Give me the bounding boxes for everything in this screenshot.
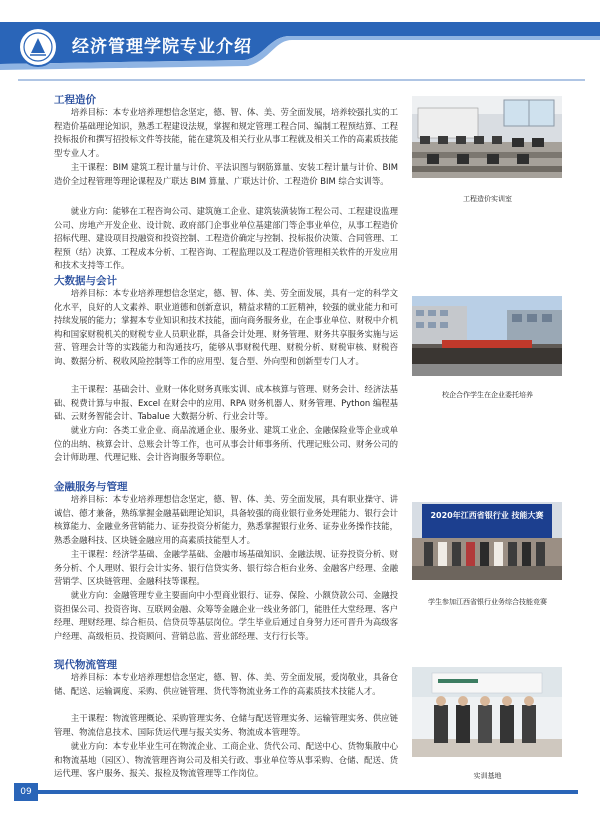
caption-accounting: 校企合作学生在企业委托培养 — [442, 391, 533, 399]
photo-cost-training-room — [412, 96, 562, 178]
page-number: 09 — [14, 783, 38, 801]
photo-finance-competition — [412, 502, 562, 580]
section-title-finance: 金融服务与管理 — [54, 481, 128, 493]
cost-goal: 培养目标：本专业培养理想信念坚定，德、智、体、美、劳全面发展，培养较强扎实的工程造价基础理论知识，熟悉工程建设法规，掌握和规定管理工程合同、编制工程预结算、工程投标报价和撰写招投标文件等技能，能在建筑及相关行业从事工程就及相关工作的高素质技能型专业人才。 — [54, 107, 398, 158]
accounting-goal: 培养目标：本专业培养理想信念坚定，德、智、体、美、劳全面发展，具有一定的科学文化水平，良好的人文素养、职业道德和创新意识，精益求精的工匠精神，较强的就业能力和可持续发展的能力；掌握本专业知识和技术技能，面向商务服务业，在企事业单位、财税中介机构和国家财税机关的财税专业人员职业群，具备会计处理、财务管理、财务共享服务实施与运营、管理会计等的实践能力和沟通技巧，能够从事财税代理、财税分析、财税审核、财税咨询、数据分析、税收风险控制等工作的应用型、复合型、外向型和创新型专门人才。 — [54, 288, 398, 366]
finance-photo-banner-text: 2020年江西省银行业 技能大赛 — [430, 511, 544, 520]
section-title-cost: 工程造价 — [54, 94, 96, 106]
cost-courses: 主干课程：BIM 建筑工程计量与计价、平法识图与钢筋算量、安装工程计量与计价、BIM 造价全过程管理等理论课程及广联达 BIM 算量、广联达计价、工程造价 BIM 综合实训等。 — [54, 162, 398, 186]
photo-logistics-training-base — [412, 667, 562, 757]
caption-cost: 工程造价实训室 — [463, 195, 512, 203]
section-title-logistics: 现代物流管理 — [54, 659, 117, 671]
page-title: 经济管理学院专业介绍 — [72, 37, 252, 57]
finance-courses: 主干课程：经济学基础、金融学基础、金融市场基础知识、金融法规、证券投资分析、财务分析、个人理财、银行会计实务、银行信贷实务、银行综合柜台业务、金融客户经理、金融营销学、区块链管理、金融科技等课程。 — [54, 549, 398, 587]
section-title-accounting: 大数据与会计 — [54, 275, 117, 287]
page-header — [0, 0, 600, 90]
finance-career: 就业方向：金融管理专业主要面向中小型商业银行、证券、保险、小额贷款公司、金融投资担保公司、投资咨询、互联网金融、众筹等金融企业一线业务部门，能胜任大堂经理、客户经理、理财经理、综合柜员、信贷员等基层岗位。学生毕业后通过自身努力还可晋升为高级客户经理、高级柜员、投资顾问、营销总监、营业部经理、支行行长等。 — [54, 590, 398, 641]
logistics-goal: 培养目标：本专业培养理想信念坚定，德、智、体、美、劳全面发展，爱岗敬业，具备仓储、配送、运输调度、采购、供应链管理、货代等物流业务工作的高素质技术技能人才。 — [54, 672, 398, 696]
cost-career: 就业方向：能够在工程咨询公司、建筑施工企业、建筑装潢装饰工程公司、工程建设监理公司、房地产开发企业、设计院、政府部门企事业单位基建部门等企事业单位，从事工程造价招标代理、建设项目投融资和投资控制、工程造价确定与控制、投标报价决策、合同管理、工程预（结）决算、工程成本分析、工程咨询、工程监理以及工程造价管理相关软件的开发应用和技术支持等工作。 — [54, 206, 398, 271]
logistics-courses: 主干课程：物流管理概论、采购管理实务、仓储与配送管理实务、运输管理实务、供应链管理、物流信息技术、国际货运代理与报关实务、物流成本管理等。 — [54, 713, 398, 737]
logistics-career: 就业方向：本专业毕业生可在物流企业、工商企业、货代公司、配送中心、货物集散中心和物流基地（园区）、物流管理咨询公司及相关行政、事业单位等从事采购、仓储、配送、货运代理、客户服务、报关、报检及物流管理等工作岗位。 — [54, 741, 398, 779]
finance-goal: 培养目标：本专业培养理想信念坚定，德、智、体、美、劳全面发展，具有职业操守、讲诚信、德才兼备，熟练掌握金融基础理论知识，具备较强的商业银行业务处理能力、银行会计核算能力、金融业务营销能力、证券投资分析能力，熟悉掌握银行业务、证券业务操作技能，熟悉金融科技、区块链金融应用的高素质技能型人才。 — [54, 494, 398, 545]
accounting-career: 就业方向：各类工业企业、商品流通企业、服务业、建筑工业企、金融保险业等企业或单位的出纳、核算会计、总账会计等工作，也可从事会计师事务所、代理记账公司、财务公司的会计师助理、代理记账、会计咨询服务等职位。 — [54, 425, 398, 463]
college-logo — [18, 27, 58, 67]
caption-logistics: 实训基地 — [473, 772, 502, 780]
photo-accounting-enterprise-training — [412, 296, 562, 376]
accounting-courses: 主干课程：基础会计、业财一体化财务真账实训、成本核算与管理、财务会计、经济法基础、税费计算与申报、Excel 在财会中的应用、RPA 财务机器人、财务管理、Python 编程基础、云财务智能会计、Tabalue 大数据分析、行业会计等。 — [54, 384, 398, 422]
footer-bar — [38, 790, 578, 794]
caption-finance: 学生参加江西省银行业务综合技能竞赛 — [428, 598, 547, 606]
